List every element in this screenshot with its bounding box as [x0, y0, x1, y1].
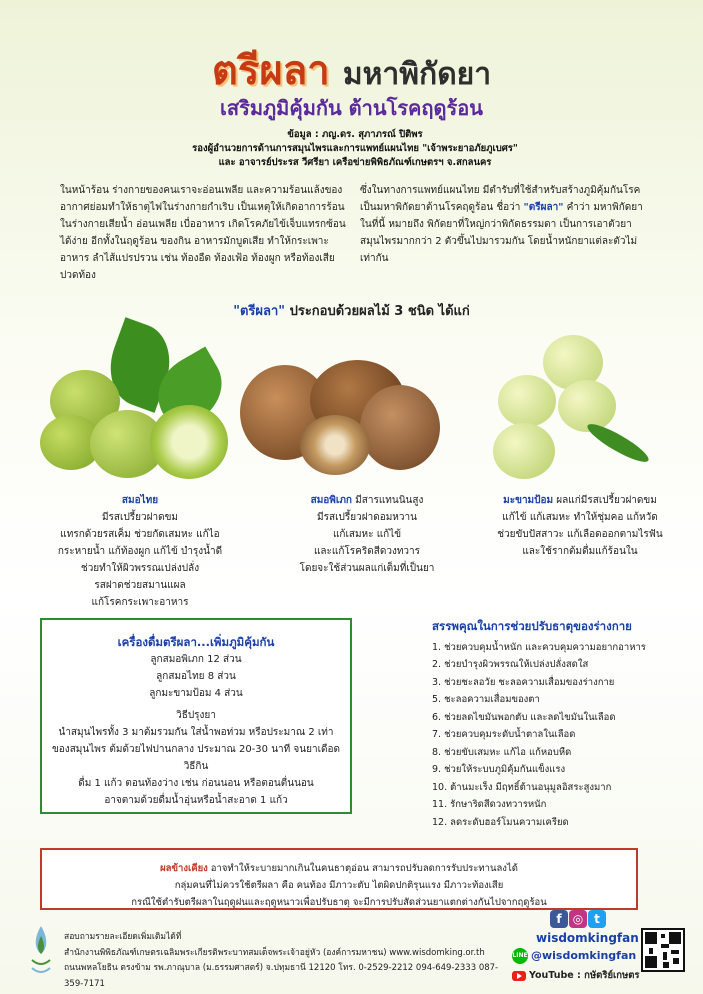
intro-right [360, 182, 650, 267]
fruit-name: สมอพิเภก [310, 495, 352, 506]
fruit-name: สมอไทย [121, 495, 159, 506]
list-item: 2. ช่วยบำรุงผิวพรรณให้เปล่งปลั่งสดใส [432, 659, 589, 670]
line-contact[interactable] [512, 948, 636, 964]
warning-line [42, 860, 636, 877]
fruit-line: แก้เสมหะ แก้ไข้ [332, 529, 402, 540]
fruit-name: มะขามป้อม [503, 495, 554, 506]
facebook-icon[interactable]: f [550, 910, 568, 928]
method-title: วิธีปรุงยา [176, 710, 216, 721]
benefits-title: สรรพคุณในการช่วยปรับธาตุของร่างกาย [432, 619, 632, 633]
warning-box [40, 848, 638, 910]
triphala-highlight: "ตรีผลา" [523, 202, 564, 213]
intro-left: ในหน้าร้อน ร่างกายของคนเราจะอ่อนเพลีย และความร้อนแล้งของอากาศย่อมทำให้ธาตุไฟในร่างกายกำเริบ เป็นเหตุให้เกิดอาการร้อนในร่างกายเสียน้ำ อ่อนเพลีย เบื่ออาหาร เกิดโรคภัยไข้เจ็บแทรกซ้อนได้ง่าย อีกทั้งในฤดูร้อน ของกิน อาหารมักบูดเสีย ทำให้กระเพาะอาหาร ลำไส้แปรปรวน เช่น ท้องอืด ท้องเฟ้อ ท้องผูก หรือท้องเสีย ปวดท้อง [60, 185, 346, 281]
qr-code [641, 928, 685, 972]
list-item: 11. รักษาริดสีดวงทวารหนัก [432, 799, 547, 810]
credit-line: รองผู้อำนวยการด้านการสมุนไพรและการแพทย์แผนไทย "เจ้าพระยาอภัยภูเบศร" [192, 143, 518, 154]
benefits-items [432, 639, 682, 832]
footer-line: สำนักงานพิพิธภัณฑ์เกษตรเฉลิมพระเกียรติพระบาทสมเด็จพระเจ้าอยู่หัว (องค์การมหาชน) www.wisdomking.or.th [64, 947, 485, 958]
list-item: 5. ชะลอความเสื่อมของตา [432, 694, 540, 705]
footer-contact [64, 930, 504, 992]
fruit-line: กระหายน้ำ แก้ท้องผูก แก้ไข้ บำรุงน้ำดี [57, 546, 223, 557]
amla-image [488, 335, 688, 485]
fruit-name-suffix: มีสารแทนนินสูง [351, 495, 424, 506]
title-rest: มหาพิกัดยา [342, 57, 492, 92]
fruit-heading [0, 300, 703, 321]
fruit-name-suffix: ผลแก่มีรสเปรี้ยวฝาดขม [553, 495, 657, 506]
fruit-title-row [480, 492, 680, 509]
list-item: 7. ช่วยควบคุมระดับน้ำตาลในเลือด [432, 729, 576, 740]
benefits-list [432, 618, 682, 831]
ingredient: ลูกสมอไทย 8 ส่วน [156, 671, 236, 682]
fruit-ball [300, 415, 370, 475]
fruit-line: ช่วยทำให้ผิวพรรณเปล่งปลั่ง [80, 563, 200, 574]
credit [160, 128, 550, 170]
bahera-image [240, 360, 450, 490]
line-icon: LINE [512, 948, 528, 964]
intro-right-text: ซึ่งในทางการแพทย์แผนไทย มีตำรับที่ใช้สำหรับสร้างภูมิคุ้มกันโรค เป็นมหาพิกัดยาต้านโรคฤดูร้อน ชื่อว่า [360, 185, 641, 213]
haritaki-image [40, 325, 240, 485]
fruit-line: ช่วยขับปัสสาวะ แก้เลือดออกตามไรฟัน [497, 529, 663, 540]
fruit-ball [498, 375, 556, 427]
warning-text: อาจทำให้ระบายมากเกินในคนธาตุอ่อน สามารถปรับลดการรับประทานลงได้ [207, 863, 518, 874]
fruit-line: โดยจะใช้ส่วนผลแก่เต็มที่เป็นยา [299, 563, 435, 574]
youtube-contact[interactable] [512, 968, 640, 983]
fruit-heading-rest: ประกอบด้วยผลไม้ 3 ชนิด ได้แก่ [285, 304, 470, 319]
twitter-icon[interactable]: t [588, 910, 606, 928]
fruit-line: และแก้โรคริดสีดวงทวาร [313, 546, 421, 557]
title-main: ตรีผลา [211, 48, 330, 94]
fruit-line: แก้ไข้ แก้เสมหะ ทำให้ชุ่มคอ แก้หวัด [502, 512, 658, 523]
youtube-icon [512, 971, 526, 981]
footer-line: สอบถามรายละเอียดเพิ่มเติมได้ที่ [64, 932, 182, 942]
fruit-title-row [262, 492, 472, 509]
usage-line: อาจตามด้วยดื่มน้ำอุ่นหรือน้ำสะอาด 1 แก้ว [104, 795, 288, 806]
fruit-ball [150, 405, 228, 479]
warning-line: กรณีใช้ตำรับตรีผลาในฤดูฝนและฤดูหนาวเพื่อปรับธาตุ จะมีการปรับสัดส่วนยาแตกต่างกันไปจากฤดูร้อน [131, 897, 547, 908]
list-item: 6. ช่วยลดไขมันพอกตับ และลดไขมันในเลือด [432, 711, 616, 723]
youtube-text: YouTube : กษัตริย์เกษตร [529, 970, 640, 981]
method-line: ของสมุนไพร ต้มด้วยไฟปานกลาง ประมาณ 20-30 นาที จนยาเดือด [51, 744, 341, 755]
list-item: 8. ช่วยขับเสมหะ แก้ไอ แก้หอบหืด [432, 746, 572, 758]
warning-label: ผลข้างเคียง [160, 863, 208, 874]
fruit-line: รสฝาดช่วยสมานแผล [94, 580, 186, 591]
fruit-line: แทรกด้วยรสเค็ม ช่วยกัดเสมหะ แก้ไอ [60, 529, 220, 540]
fruit-amla [480, 492, 680, 560]
list-item: 10. ต้านมะเร็ง มีฤทธิ์ต้านอนุมูลอิสระสูงมาก [432, 781, 612, 793]
intro-right-text: คำว่า มหาพิกัดยา ในที่นี้ หมายถึง พิกัดยาที่ใหญ่กว่าพิกัดธรรมดา เป็นการเอาตัวยาสมุนไพรมากกว่า 2 ตัวขึ้นไปมารวมกัน โดยน้ำหนักยาแต่ละตัวไม่เท่ากัน [360, 202, 643, 264]
usage-title: วิธีกิน [183, 761, 209, 772]
method-line: นำสมุนไพรทั้ง 3 มาต้มรวมกัน ใส่น้ำพอท่วม หรือประมาณ 2 เท่า [58, 727, 334, 738]
fruit-ball [493, 423, 555, 479]
social-icons [550, 910, 607, 928]
fruit-ball [360, 385, 440, 470]
recipe-title: เครื่องดื่มตรีผลา...เพิ่มภูมิคุ้มกัน [117, 635, 275, 649]
warning-line: กลุ่มคนที่ไม่ควรใช้ตรีผลา คือ คนท้อง มีภาวะตับ ไตผิดปกติรุนแรง มีภาวะท้องเสีย [174, 880, 504, 891]
museum-logo-icon [30, 924, 52, 984]
usage-line: ดื่ม 1 แก้ว ตอนท้องว่าง เช่น ก่อนนอน หรือตอนตื่นนอน [78, 778, 314, 789]
footer-line: ถนนพหลโยธิน ตรงข้าม รพ.ภาณุบาล (ม.ธรรมศาสตร์) จ.ปทุมธานี 12120 โทร. 0-2529-2212 094-649-2333 087-359-7171 [64, 963, 499, 989]
leaf-shape [584, 419, 653, 468]
list-item: 12. ลดระดับฮอร์โมนความเครียด [432, 816, 569, 828]
fruit-heading-quoted: "ตรีผลา" [233, 304, 286, 319]
credit-line: ข้อมูล : ภญ.ดร. สุภาภรณ์ ปิติพร [287, 129, 423, 140]
list-item: 1. ช่วยควบคุมน้ำหนัก และควบคุมความอยากอาหาร [432, 641, 646, 653]
fruit-haritaki [40, 492, 240, 611]
fruit-line: แก้โรคกระเพาะอาหาร [91, 597, 189, 608]
line-handle: @wisdomkingfan [531, 949, 637, 962]
subtitle: เสริมภูมิคุ้มกัน ต้านโรคฤดูร้อน [220, 96, 483, 120]
list-item: 9. ช่วยให้ระบบภูมิคุ้มกันแข็งแรง [432, 764, 566, 775]
list-item: 3. ช่วยชะลอวัย ชะลอความเสื่อมของร่างกาย [432, 676, 615, 688]
fruit-line: และใช้รากต้มดื่มแก้ร้อนใน [522, 546, 638, 557]
fruit-line: มีรสเปรี้ยวฝาดขม [101, 512, 179, 523]
recipe-box [40, 618, 352, 814]
social-handle[interactable]: wisdomkingfan [536, 931, 639, 945]
ingredient: ลูกสมอพิเภก 12 ส่วน [150, 654, 242, 665]
instagram-icon[interactable]: ◎ [569, 910, 587, 928]
credit-line: และ อาจารย์ประรส วีศรียา เครือข่ายพิพิธภัณฑ์เกษตรฯ จ.สกลนคร [218, 157, 492, 168]
fruit-line: มีรสเปรี้ยวฝาดอมหวาน [317, 512, 417, 523]
fruit-bahera [262, 492, 472, 577]
ingredient: ลูกมะขามป้อม 4 ส่วน [149, 688, 243, 699]
